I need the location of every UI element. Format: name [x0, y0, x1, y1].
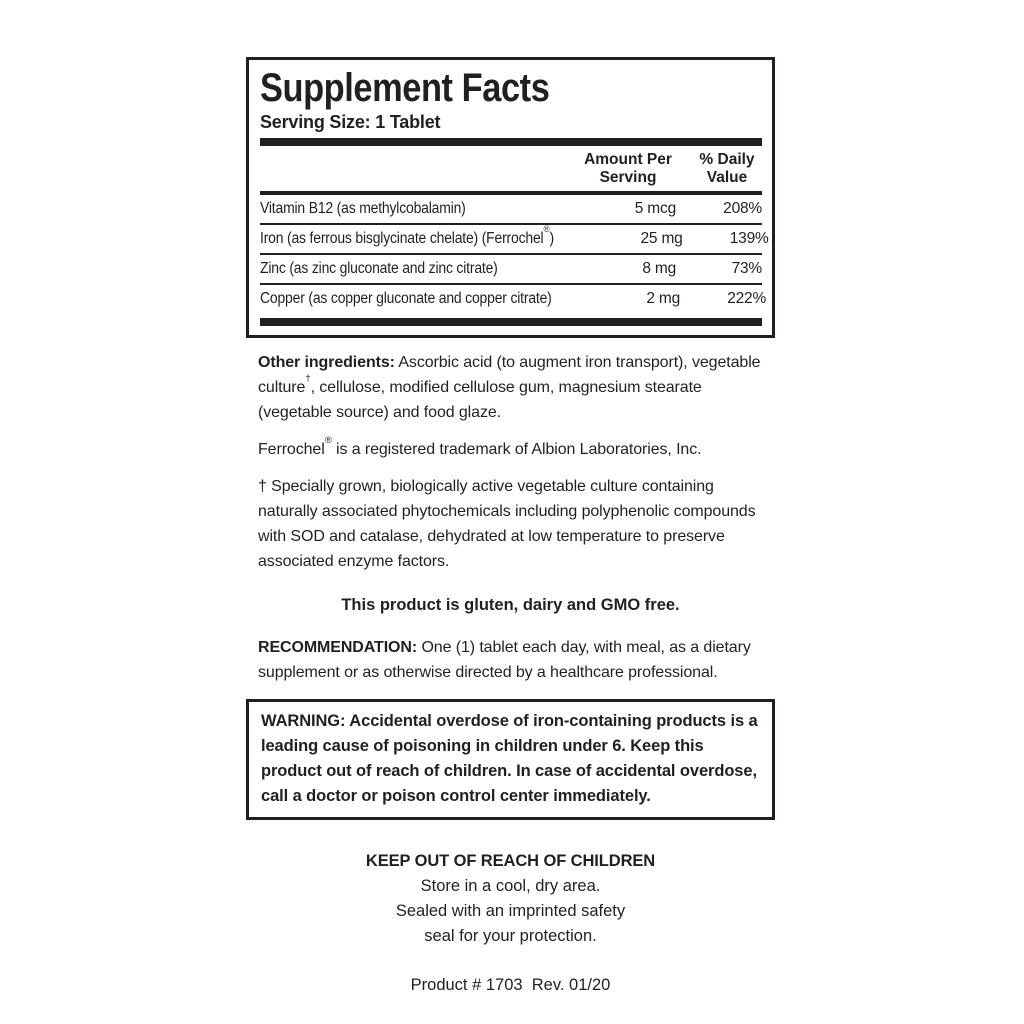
table-row [260, 224, 769, 255]
label-content-column [246, 57, 775, 995]
nutrient-amount: 5 mcg [634, 199, 676, 217]
nutrient-daily-value: 139% [729, 229, 769, 247]
footer-block [246, 849, 775, 949]
other-ingredients [258, 350, 765, 425]
nutrient-daily-value: 222% [727, 289, 767, 307]
recommendation-lead: RECOMMENDATION: [258, 638, 418, 656]
registered-mark: ® [543, 224, 550, 235]
nutrient-name: Copper (as copper gluconate and copper citrate) [260, 289, 552, 307]
supplement-facts-title: Supplement Facts [260, 66, 550, 110]
nutrient-daily-value: 73% [731, 259, 762, 277]
nutrient-name: Zinc (as zinc gluconate and zinc citrate) [260, 259, 498, 277]
table-row [260, 255, 762, 285]
warning-text: WARNING: Accidental overdose of iron-containing products is a leading cause of poisoning in children under 6. Keep this product out of reach of children. In case of accidental overdose, call a doctor or poison control center immediately. [261, 711, 758, 805]
nutrient-amount: 8 mg [642, 259, 676, 277]
column-header-amount: Amount Per Serving [584, 150, 672, 186]
nutrient-name [260, 224, 587, 248]
other-ingredients-text: Ascorbic acid (to augment iron transport), vegetable culture [258, 353, 761, 396]
trademark-name: Ferrochel [258, 440, 325, 458]
dagger-note: † Specially grown, biologically active vegetable culture containing naturally associated phytochemicals including polyphenolic compounds with SOD and catalase, dehydrated at low temperature to preserve associated enzyme factors. [258, 477, 756, 570]
thick-rule-top [260, 138, 762, 146]
nutrient-name-suffix: ) [549, 229, 554, 247]
supplement-facts-panel [246, 57, 775, 338]
table-row [260, 285, 767, 313]
seal-line-1: Sealed with an imprinted safety [395, 901, 626, 920]
nutrient-amount: 2 mg [646, 289, 681, 307]
nutrient-daily-value: 208% [723, 199, 762, 217]
table-header-row [260, 146, 762, 195]
trademark-note [258, 437, 765, 462]
keep-out-heading: KEEP OUT OF REACH OF CHILDREN [365, 851, 656, 870]
warning-box [246, 699, 775, 820]
table-row [260, 195, 762, 225]
product-line: Product # 1703 Rev. 01/20 [410, 975, 611, 994]
dagger-mark: † [305, 373, 311, 385]
recommendation-text: One (1) tablet each day, with meal, as a dietary supplement or as otherwise directed by a healthcare professional. [258, 638, 751, 681]
recommendation [258, 635, 765, 685]
serving-size: Serving Size: 1 Tablet [260, 111, 441, 132]
allergen-claim: This product is gluten, dairy and GMO free. [341, 595, 680, 614]
nutrient-amount: 25 mg [640, 229, 683, 247]
column-header-daily-value: % Daily Value [699, 150, 755, 186]
trademark-text: is a registered trademark of Albion Laboratories, Inc. [331, 440, 702, 458]
nutrient-name-text: Iron (as ferrous bisglycinate chelate) (Ferrochel [260, 229, 544, 247]
seal-line-2: seal for your protection. [424, 926, 597, 945]
nutrient-name: Vitamin B12 (as methylcobalamin) [260, 199, 466, 217]
other-ingredients-lead: Other ingredients: [258, 353, 395, 371]
thick-rule-bottom [260, 318, 762, 326]
other-ingredients-text-2: , cellulose, modified cellulose gum, magnesium stearate (vegetable source) and food glaze. [258, 378, 702, 421]
registered-mark: ® [324, 435, 332, 447]
storage-line: Store in a cool, dry area. [420, 876, 601, 895]
